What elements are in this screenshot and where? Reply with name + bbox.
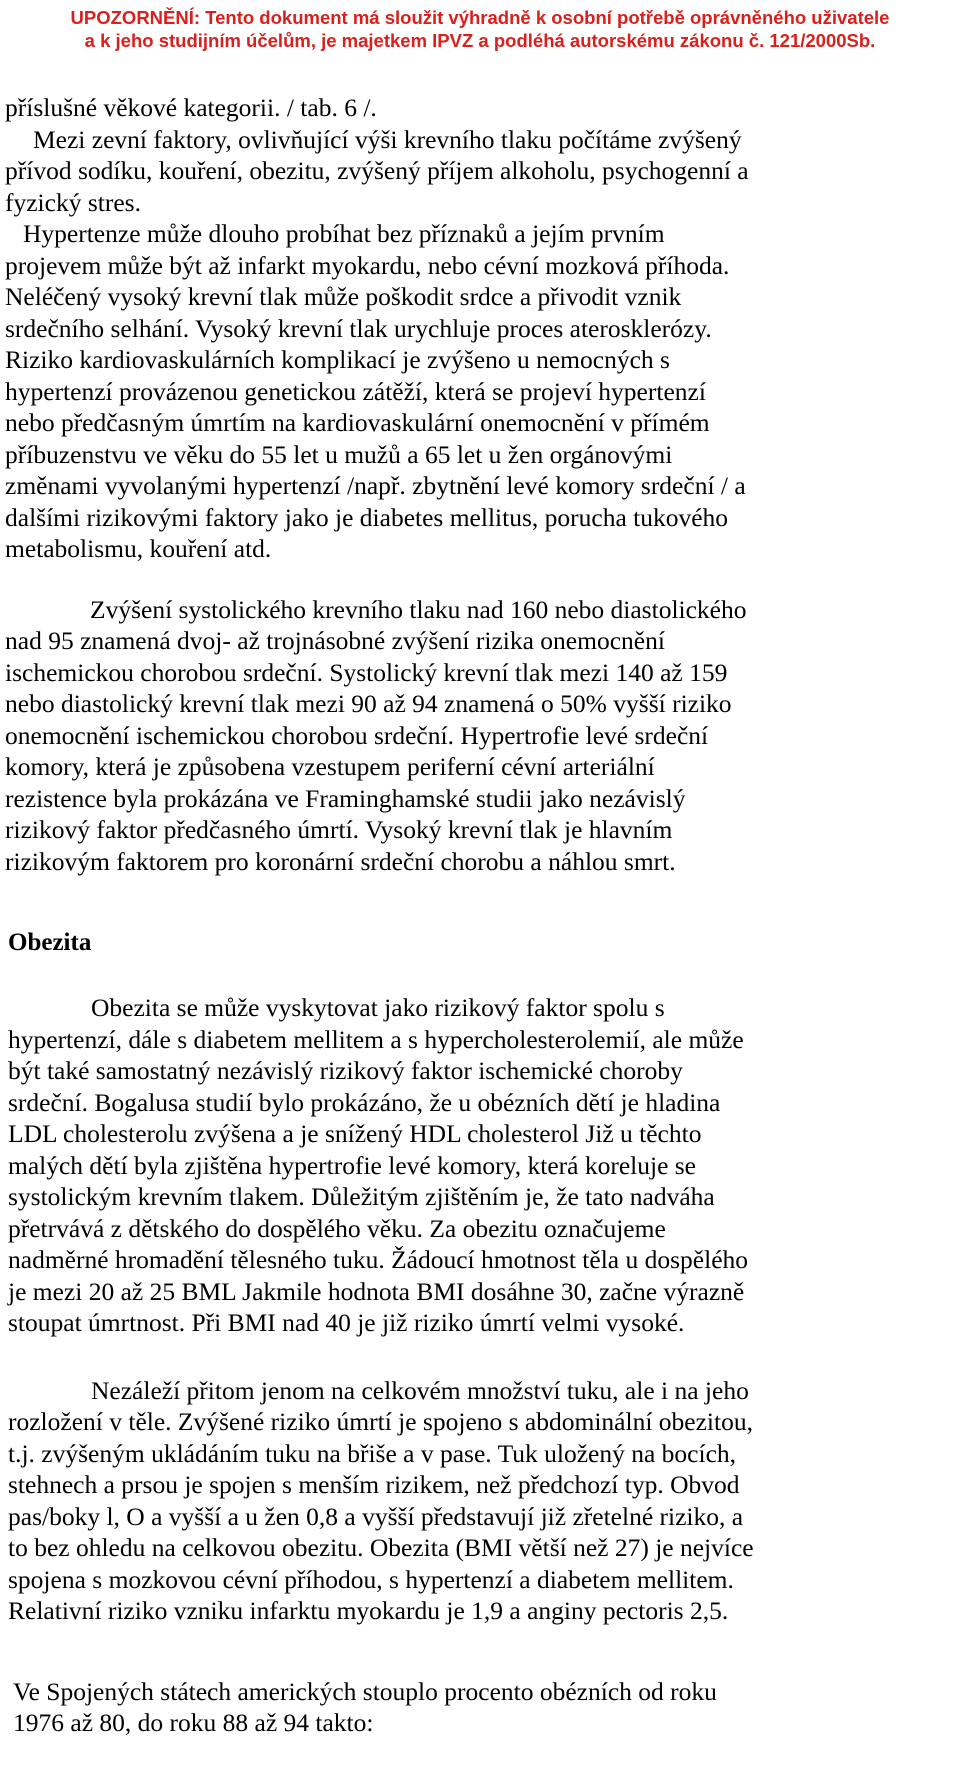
paragraph-us-obesity	[5, 1676, 955, 1739]
text-line: pas/boky l, O a vyšší a u žen 0,8 a vyšší představují již zřetelné riziko, a	[8, 1501, 744, 1531]
text-line: t.j. zvýšeným ukládáním tuku na břiše a v pase. Tuk uložený na bocích,	[8, 1438, 737, 1468]
text-line: nebo diastolický krevní tlak mezi 90 až 94 znamená o 50% vyšší riziko	[5, 689, 732, 718]
text-line: příslušné věkové kategorii. / tab. 6 /.	[5, 93, 377, 122]
text-line: Ve Spojených státech amerických stouplo procento obézních od roku	[13, 1676, 717, 1706]
text-line: změnami vyvolanými hypertenzí /např. zbytnění levé komory srdeční / a	[5, 471, 746, 500]
paragraph-obesity	[5, 992, 955, 1339]
text-line: onemocnění ischemickou chorobou srdeční. Hypertrofie levé srdeční	[5, 720, 709, 750]
text-line: rizikový faktor předčasného úmrtí. Vysoký krevní tlak je hlavním	[5, 815, 673, 844]
section-heading: Obezita	[8, 929, 92, 956]
text-line: metabolismu, kouření atd.	[5, 534, 272, 563]
document-body	[5, 92, 955, 1739]
text-line: rozložení v těle. Zvýšené riziko úmrtí je spojeno s abdominální obezitou,	[8, 1407, 753, 1436]
text-line: Hypertenze může dlouho probíhat bez příznaků a jejím prvním	[23, 219, 665, 248]
text-line: je mezi 20 až 25 BML Jakmile hodnota BMI dosáhne 30, začne výrazně	[8, 1276, 745, 1306]
text-line: nad 95 znamená dvoj- až trojnásobné zvýšení rizika onemocnění	[5, 626, 665, 655]
text-line: nebo předčasným úmrtím na kardiovaskulární onemocnění v přímém	[5, 408, 710, 437]
text-line: stoupat úmrtnost. Při BMI nad 40 je již riziko úmrtí velmi vysoké.	[8, 1308, 685, 1337]
text-line: Neléčený vysoký krevní tlak může poškodit srdce a přivodit vznik	[5, 282, 682, 311]
text-line: Nezáleží přitom jenom na celkovém množství tuku, ale i na jeho	[91, 1375, 749, 1405]
copyright-warning	[0, 6, 960, 52]
text-line: být také samostatný nezávislý rizikový faktor ischemické choroby	[8, 1056, 683, 1085]
text-line: stehnech a prsou je spojen s menším rizikem, než předchozí typ. Obvod	[8, 1470, 740, 1499]
text-line: systolickým krevním tlakem. Důležitým zjištěním je, že tato nadváha	[8, 1182, 715, 1211]
text-line: ischemickou chorobou srdeční. Systolický krevní tlak mezi 140 až 159	[5, 657, 728, 687]
text-line: dalšími rizikovými faktory jako je diabetes mellitus, porucha tukového	[5, 502, 729, 532]
text-line: srdeční. Bogalusa studií bylo prokázáno, že u obézních dětí je hladina	[8, 1087, 721, 1117]
text-line: LDL cholesterolu zvýšena a je snížený HDL cholesterol Již u těchto	[8, 1119, 702, 1148]
text-line: Mezi zevní faktory, ovlivňující výši krevního tlaku počítáme zvýšený	[33, 124, 742, 154]
text-line: Riziko kardiovaskulárních komplikací je zvýšeno u nemocných s	[5, 345, 670, 374]
text-line: nadměrné hromadění tělesného tuku. Žádoucí hmotnost těla u dospělého	[8, 1245, 749, 1274]
text-line: to bez ohledu na celkovou obezitu. Obezita (BMI větší než 27) je nejvíce	[8, 1533, 754, 1562]
paragraph-hypertension-factors	[5, 92, 955, 565]
warning-line-2: a k jeho studijním účelům, je majetkem IPVZ a podléhá autorskému zákonu č. 121/2000Sb.	[84, 30, 876, 51]
text-line: 1976 až 80, do roku 88 až 94 takto:	[13, 1708, 374, 1737]
paragraph-fat-distribution	[5, 1375, 955, 1627]
text-line: rizikovým faktorem pro koronární srdeční chorobu a náhlou smrt.	[5, 846, 676, 876]
text-line: komory, která je způsobena vzestupem periferní cévní arteriální	[5, 752, 655, 781]
text-line: rezistence byla prokázána ve Framinghamské studii jako nezávislý	[5, 783, 686, 813]
text-line: Relativní riziko vzniku infarktu myokardu je 1,9 a anginy pectoris 2,5.	[8, 1596, 729, 1625]
text-line: hypertenzí provázenou genetickou zátěží, která se projeví hypertenzí	[5, 376, 706, 406]
text-line: přívod sodíku, kouření, obezitu, zvýšený příjem alkoholu, psychogenní a	[5, 156, 749, 185]
text-line: projevem může být až infarkt myokardu, nebo cévní mozková příhoda.	[5, 250, 730, 280]
warning-line-1: UPOZORNĚNÍ: Tento dokument má sloužit výhradně k osobní potřebě oprávněného uživatele	[70, 7, 890, 28]
text-line: příbuzenstvu ve věku do 55 let u mužů a 65 let u žen orgánovými	[5, 439, 673, 469]
text-line: srdečního selhání. Vysoký krevní tlak urychluje proces aterosklerózy.	[5, 313, 712, 343]
text-line: Obezita se může vyskytovat jako rizikový faktor spolu s	[91, 993, 665, 1022]
text-line: spojena s mozkovou cévní příhodou, s hypertenzí a diabetem mellitem.	[8, 1564, 734, 1594]
text-line: Zvýšení systolického krevního tlaku nad 160 nebo diastolického	[90, 594, 747, 624]
text-line: malých dětí byla zjištěna hypertrofie levé komory, která koreluje se	[8, 1150, 697, 1180]
text-line: přetrvává z dětského do dospělého věku. Za obezitu označujeme	[8, 1213, 666, 1243]
paragraph-blood-pressure-risk	[5, 594, 955, 878]
text-line: fyzický stres.	[5, 187, 141, 217]
text-line: hypertenzí, dále s diabetem mellitem a s hypercholesterolemií, ale může	[8, 1024, 744, 1054]
